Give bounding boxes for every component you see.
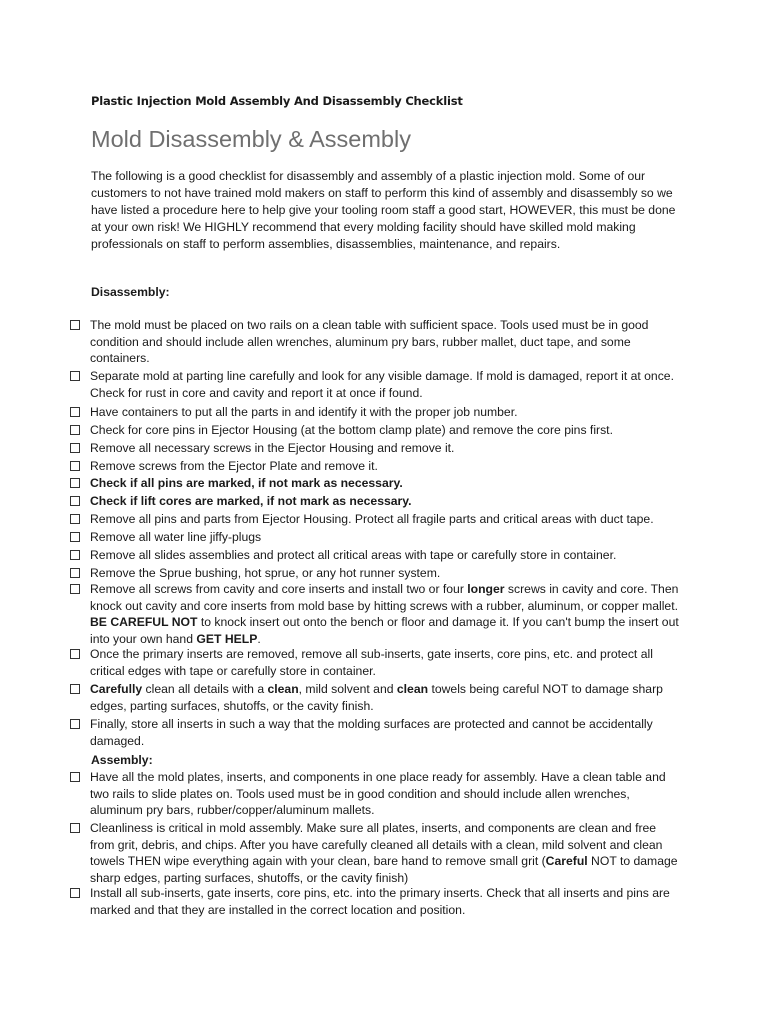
text-run: Separate mold at parting line carefully and look for any visible damage. If mold is damaged, report it at once. Check for rust in core and cavity and report it at once if found. <box>90 369 674 400</box>
checkbox[interactable] <box>70 371 80 381</box>
text-run: Have containers to put all the parts in and identify it with the proper job number. <box>90 405 518 419</box>
intro-paragraph: The following is a good checklist for disassembly and assembly of a plastic injection mold. Some of our customers to not have trained mold makers on staff to perform this kind of assembly and disassembly so we have listed a procedure here to help give your tooling room staff a good start, HOWEVER, this must be done at your own risk! We HIGHLY recommend that every molding facility should have skilled mold making professionals on staff to perform assemblies, disassemblies, maintenance, and repairs. <box>91 169 676 251</box>
checkbox[interactable] <box>70 823 80 833</box>
checkbox[interactable] <box>70 443 80 453</box>
checkbox[interactable] <box>70 888 80 898</box>
text-run: screws in cavity and core. Then knock out cavity and core inserts from mold base by hitting screws with a rubber, aluminum, or copper mallet. <box>90 582 679 613</box>
text-run: The mold must be placed on two rails on a clean table with sufficient space. Tools used must be in good condition and should include allen wrenches, aluminum pry bars, rubber mallet, duct tape, and some containers. <box>90 318 649 365</box>
bold-text: Careful <box>545 854 588 868</box>
checklist-text <box>90 565 680 582</box>
checkbox[interactable] <box>70 684 80 694</box>
checklist-text <box>90 422 680 439</box>
text-run: towels being careful NOT to damage sharp edges, parting surfaces, shutoffs, or the cavity finish. <box>90 682 663 713</box>
text-run: Remove the Sprue bushing, hot sprue, or any hot runner system. <box>90 566 441 580</box>
disassembly-label: Disassembly: <box>91 285 170 299</box>
checkbox[interactable] <box>70 320 80 330</box>
text-run: NOT to damage sharp edges, parting surfaces, shutoffs, or the cavity finish) <box>90 854 678 885</box>
assembly-label: Assembly: <box>91 753 153 767</box>
checklist-text <box>90 885 680 918</box>
checkbox[interactable] <box>70 649 80 659</box>
text-run: Remove all necessary screws in the Ejector Housing and remove it. <box>90 441 455 455</box>
text-run: to knock insert out onto the bench or floor and damage it. If you can't bump the insert out into your own hand <box>90 615 679 646</box>
checklist-text <box>90 581 680 647</box>
text-run: Remove all slides assemblies and protect all critical areas with tape or carefully store in container. <box>90 548 617 562</box>
checkbox[interactable] <box>70 584 80 594</box>
checkbox[interactable] <box>70 461 80 471</box>
text-run: Remove all screws from cavity and core inserts and install two or four <box>90 582 468 596</box>
text-run: Have all the mold plates, inserts, and components in one place ready for assembly. Have a clean table and two rails to slide plates on. Tools used must be in good condition and should include allen wrenches, aluminum pry bars, rubber/copper/aluminum mallets. <box>90 770 666 817</box>
bold-text: longer <box>467 582 505 596</box>
text-run: , mild solvent and <box>298 682 397 696</box>
checklist-text <box>90 769 680 819</box>
checklist-text <box>90 511 680 528</box>
checkbox[interactable] <box>70 478 80 488</box>
checklist-text <box>90 475 680 492</box>
text-run: Cleanliness is critical in mold assembly. Make sure all plates, inserts, and components are clean and free from grit, debris, and chips. After you have carefully cleaned all details with a clean, mild solvent and clean towels THEN wipe everything again with your clean, bare hand to remove small grit ( <box>90 821 663 868</box>
checkbox[interactable] <box>70 425 80 435</box>
checkbox[interactable] <box>70 568 80 578</box>
checkbox[interactable] <box>70 496 80 506</box>
text-run: Remove all pins and parts from Ejector Housing. Protect all fragile parts and critical areas with duct tape. <box>90 512 654 526</box>
bold-text: Check if all pins are marked, if not mark as necessary. <box>90 476 403 490</box>
bold-text: BE CAREFUL NOT <box>90 615 198 629</box>
checkbox[interactable] <box>70 407 80 417</box>
bold-text: GET HELP <box>196 631 258 646</box>
checklist-text <box>90 404 680 421</box>
text-run: Remove all water line jiffy-plugs <box>90 530 262 544</box>
checklist-text <box>90 368 680 401</box>
checklist-text <box>90 547 680 564</box>
bold-text: Carefully <box>90 682 143 696</box>
checkbox[interactable] <box>70 514 80 524</box>
checkbox[interactable] <box>70 772 80 782</box>
checkbox[interactable] <box>70 532 80 542</box>
bold-text: Check if lift cores are marked, if not mark as necessary. <box>90 494 412 508</box>
text-run: Remove screws from the Ejector Plate and remove it. <box>90 459 378 473</box>
text-run: clean all details with a <box>142 682 268 696</box>
checklist-text <box>90 646 680 679</box>
checklist-text <box>90 529 680 546</box>
bold-text: clean <box>396 682 429 696</box>
checklist-text <box>90 820 680 886</box>
checklist-text <box>90 458 680 475</box>
checklist-text <box>90 716 680 749</box>
text-run: Install all sub-inserts, gate inserts, core pins, etc. into the primary inserts. Check that all inserts and pins are marked and that they are installed in the correct location and position. <box>90 886 670 917</box>
document-title: Plastic Injection Mold Assembly And Disassembly Checklist <box>91 94 463 108</box>
checklist-text <box>90 681 680 714</box>
text-run: . <box>257 631 261 646</box>
checklist-text <box>90 493 680 510</box>
text-run: Check for core pins in Ejector Housing (at the bottom clamp plate) and remove the core pins first. <box>90 423 613 437</box>
bold-text: clean <box>267 682 299 696</box>
page-heading: Mold Disassembly & Assembly <box>91 126 411 152</box>
checklist-text <box>90 440 680 457</box>
text-run: Once the primary inserts are removed, remove all sub-inserts, gate inserts, core pins, etc. and protect all critical edges with tape or carefully store in container. <box>90 647 653 678</box>
checkbox[interactable] <box>70 550 80 560</box>
checklist-text <box>90 317 680 367</box>
text-run: Finally, store all inserts in such a way that the molding surfaces are protected and cannot be accidentally damaged. <box>90 717 653 748</box>
checkbox[interactable] <box>70 719 80 729</box>
